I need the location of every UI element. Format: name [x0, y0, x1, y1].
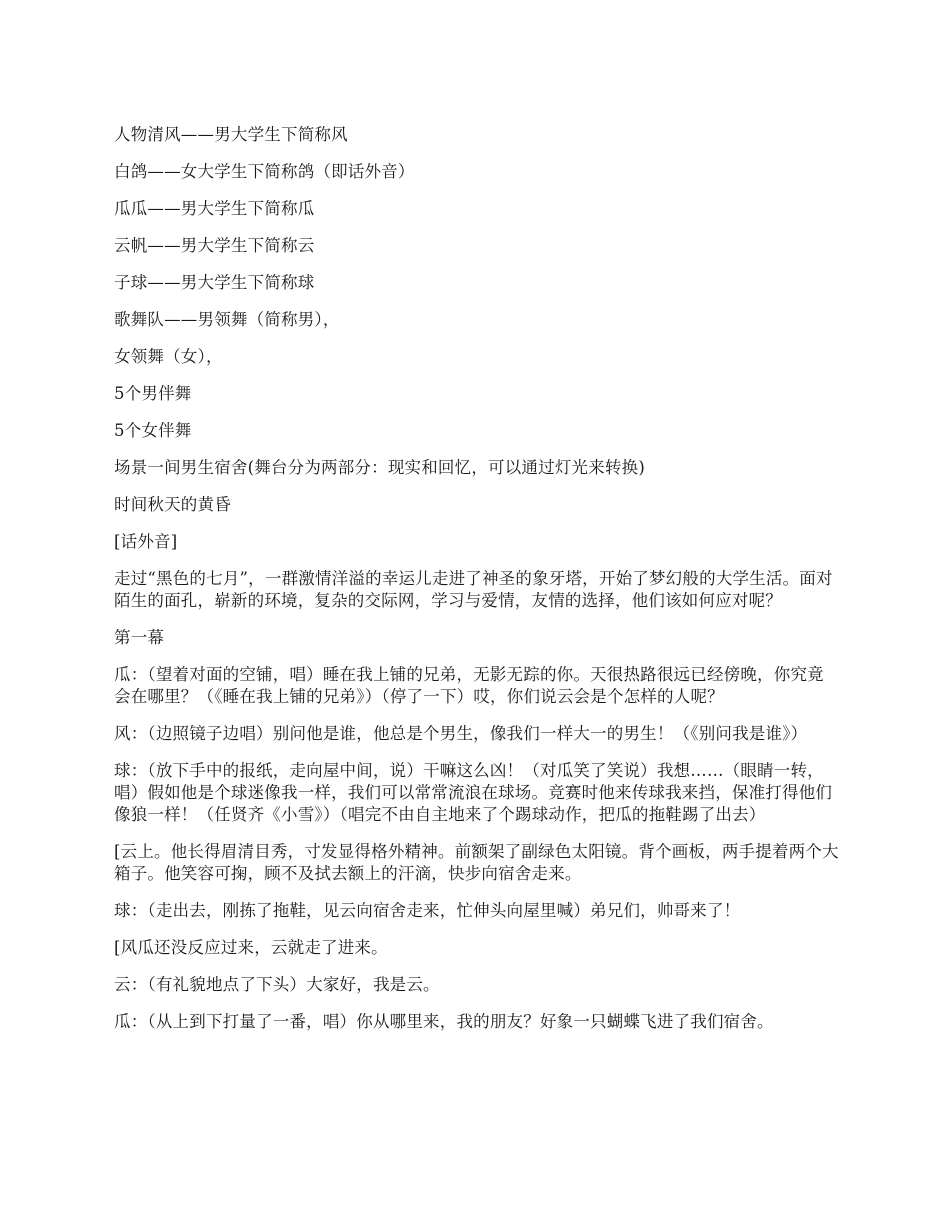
- cast-line-dance-troupe: 歌舞队——男领舞（简称男），: [114, 310, 340, 329]
- cast-line-gua: 瓜瓜——男大学生下简称瓜: [114, 199, 315, 218]
- cast-line-female-lead-dancer: 女领舞（女），: [114, 347, 223, 366]
- dialogue-yun-1: 云：（有礼貌地点了下头）大家好，我是云。: [114, 975, 440, 994]
- cast-line-qiu: 子球——男大学生下简称球: [114, 273, 315, 292]
- stage-direction-yun-enters: [云上。他长得眉清目秀，寸发显得格外精神。前额架了副绿色太阳镜。背个画板，两手提着两个大箱子。他笑容可掬，顾不及拭去额上的汗滴，快步向宿舍走来。: [114, 842, 839, 883]
- cast-line-feng: 人物清风——男大学生下简称风: [114, 125, 348, 144]
- document-body: [114, 124, 840, 1048]
- voiceover-heading: [话外音]: [114, 532, 178, 551]
- act-heading: 第一幕: [114, 628, 165, 647]
- time-description: 时间秋天的黄昏: [114, 495, 231, 514]
- dialogue-gua-1: 瓜：（望着对面的空铺，唱）睡在我上铺的兄弟，无影无踪的你。天很热路很远已经傍晚，你究竟会在哪里？（《睡在我上铺的兄弟》）（停了一下）哎，你们说云会是个怎样的人呢？: [114, 665, 824, 706]
- stage-direction-yun-walks-in: [风瓜还没反应过来，云就走了进来。: [114, 938, 388, 957]
- dialogue-qiu-1: 球：（放下手中的报纸，走向屋中间，说）干嘛这么凶！（对瓜笑了笑说）我想……（眼睛一转，唱）假如他是个球迷像我一样，我们可以常常流浪在球场。竞赛时他来传球我来挡，保准打得他们像狼一样！（任贤齐《小雪》）（唱完不由自主地来了个踢球动作，把瓜的拖鞋踢了出去）: [114, 761, 833, 824]
- dialogue-qiu-2: 球：（走出去，刚拣了拖鞋，见云向宿舍走来，忙伸头向屋里喊）弟兄们，帅哥来了！: [114, 901, 741, 920]
- cast-line-ge: 白鸽——女大学生下简称鸽（即话外音）: [114, 162, 415, 181]
- cast-line-male-dancers: 5个男伴舞: [114, 384, 192, 403]
- dialogue-gua-2: 瓜：（从上到下打量了一番，唱）你从哪里来，我的朋友？好象一只蝴蝶飞进了我们宿舍。: [114, 1012, 774, 1031]
- scene-description: 场景一间男生宿舍(舞台分为两部分：现实和回忆，可以通过灯光来转换): [114, 458, 645, 477]
- cast-line-female-dancers: 5个女伴舞: [114, 421, 192, 440]
- voiceover-text: 走过“黑色的七月”，一群激情洋溢的幸运儿走进了神圣的象牙塔，开始了梦幻般的大学生活。面对陌生的面孔，崭新的环境，复杂的交际网，学习与爱情，友情的选择，他们该如何应对呢？: [114, 569, 833, 610]
- dialogue-feng-1: 风：（边照镜子边唱）别问他是谁，他总是个男生，像我们一样大一的男生！（《别问我是谁》）: [114, 724, 808, 743]
- cast-line-yun: 云帆——男大学生下简称云: [114, 236, 315, 255]
